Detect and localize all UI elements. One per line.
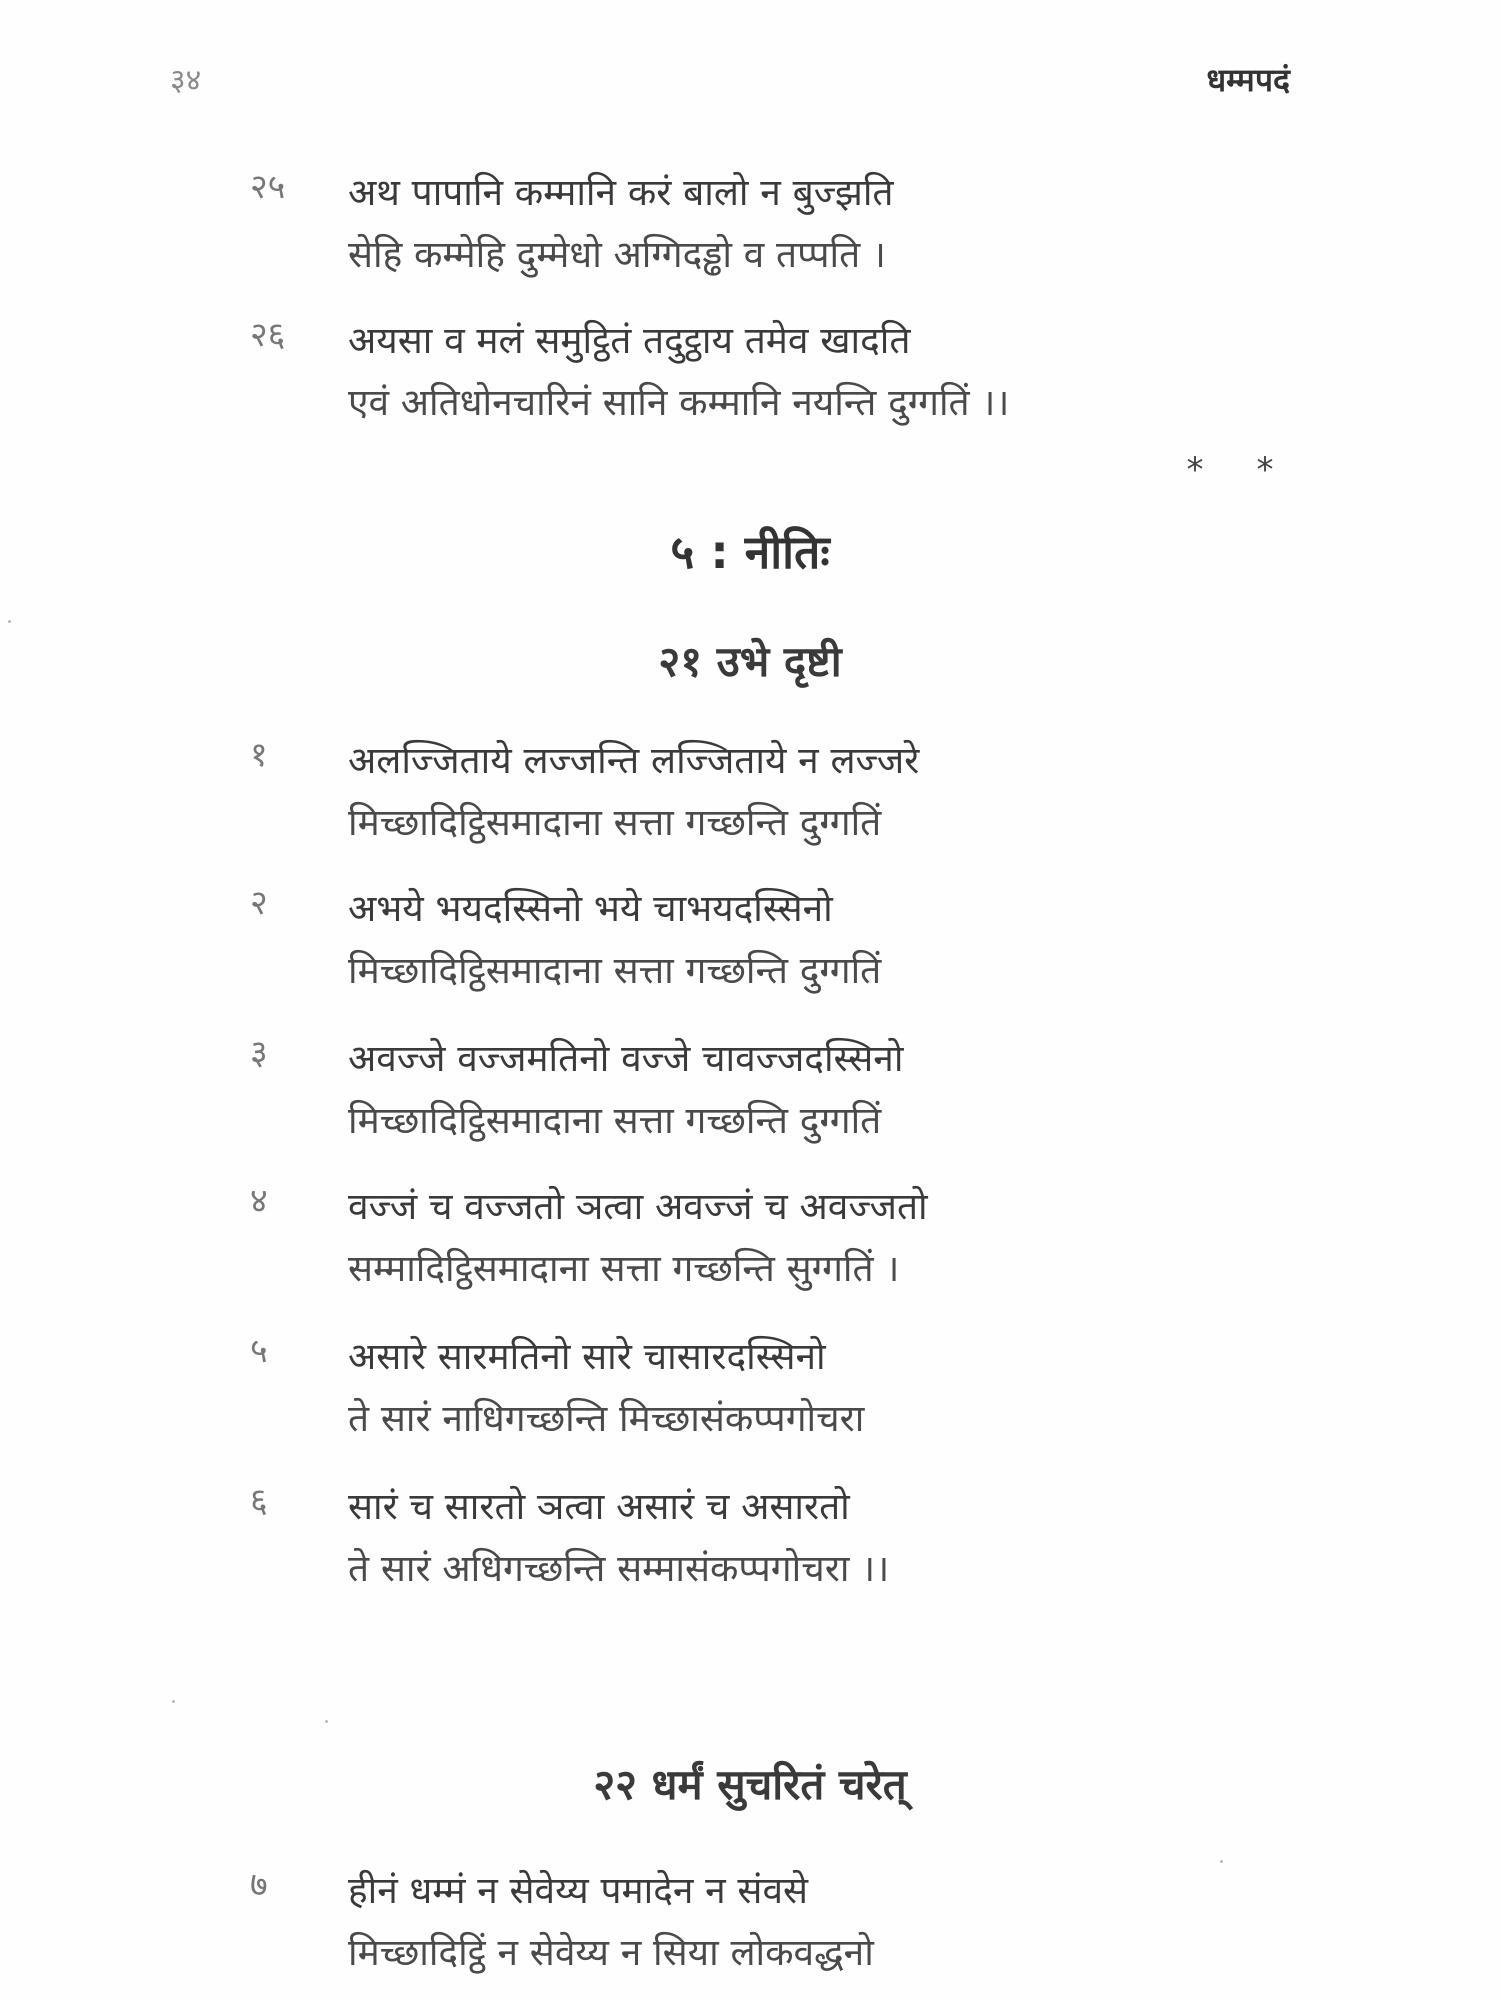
verse-line-1: अलज्जिताये लज्जन्ति लज्जिताये न लज्जरे	[348, 739, 920, 782]
book-title: धम्मपदं	[1206, 61, 1290, 99]
verse-line-2: मिच्छादिट्ठिसमादाना सत्ता गच्छन्ति दुग्गतिं	[348, 1099, 882, 1142]
verse-line-1: सारं च सारतो ञत्वा असारं च असारतो	[348, 1485, 850, 1528]
section-separator	[1160, 450, 1300, 490]
verse-line-1: असारे सारमतिनो सारे चासारदस्सिनो	[348, 1335, 826, 1378]
chapter-heading: ५ : नीतिः	[670, 525, 830, 579]
scan-speck	[8, 620, 11, 623]
verse-line-2: ते सारं नाधिगच्छन्ति मिच्छासंकप्पगोचरा	[348, 1397, 865, 1440]
verse-number: १	[250, 735, 268, 775]
verse-text	[348, 1860, 1288, 1984]
verse-line-2: मिच्छादिट्ठिसमादाना सत्ता गच्छन्ति दुग्गतिं	[348, 801, 882, 844]
verse-number: ५	[250, 1331, 268, 1371]
running-header	[170, 58, 1290, 102]
separator-star: *	[1256, 450, 1274, 490]
verse-number: ३	[250, 1033, 268, 1073]
verse-number: ६	[250, 1481, 268, 1521]
verse-number: २५	[250, 167, 286, 207]
verse-text	[348, 1326, 1288, 1450]
section-heading-22: २२ धर्मं सुचरितं चरेत्	[593, 1760, 907, 1809]
verse-text	[348, 1176, 1288, 1300]
verse-line-2: एवं अतिधोनचारिनं सानि कम्मानि नयन्ति दुग्गतिं ।।	[348, 381, 1010, 424]
verse-number: २	[250, 883, 268, 923]
verse-line-1: अभये भयदस्सिनो भये चाभयदस्सिनो	[348, 887, 833, 930]
verse-line-1: हीनं धम्मं न सेवेय्य पमादेन न संवसे	[348, 1869, 809, 1912]
verse-text	[348, 1476, 1288, 1600]
verse-number: ४	[250, 1181, 268, 1221]
verse-line-2: मिच्छादिट्ठिं न सेवेय्य न सिया लोकवद्धनो	[348, 1931, 874, 1974]
verse-number: २६	[250, 315, 286, 355]
scan-speck	[325, 1720, 328, 1723]
scan-speck	[172, 1700, 175, 1703]
verse-line-2: सम्मादिट्ठिसमादाना सत्ता गच्छन्ति सुग्गतिं ।	[348, 1247, 900, 1290]
verse-text	[348, 878, 1288, 1002]
verse-text	[348, 1028, 1288, 1152]
verse-line-2: मिच्छादिट्ठिसमादाना सत्ता गच्छन्ति दुग्गतिं	[348, 949, 882, 992]
verse-line-2: ते सारं अधिगच्छन्ति सम्मासंकप्पगोचरा ।।	[348, 1547, 890, 1590]
verse-line-1: वज्जं च वज्जतो ञत्वा अवज्जं च अवज्जतो	[348, 1185, 928, 1228]
page-number: ३४	[170, 63, 202, 98]
verse-text	[348, 310, 1288, 434]
verse-line-1: अवज्जे वज्जमतिनो वज्जे चावज्जदस्सिनो	[348, 1037, 904, 1080]
verse-text	[348, 730, 1288, 854]
verse-line-2: सेहि कम्मेहि दुम्मेधो अग्गिदड्ढो व तप्पति ।	[348, 233, 886, 276]
separator-star: *	[1186, 450, 1204, 490]
verse-number: ७	[250, 1865, 268, 1905]
verse-line-1: अथ पापानि कम्मानि करं बालो न बुज्झति	[348, 171, 894, 214]
section-heading-21: २१ उभे दृष्टी	[658, 637, 842, 686]
scan-speck	[1220, 1860, 1223, 1863]
verse-text	[348, 162, 1288, 286]
verse-line-1: अयसा व मलं समुट्ठितं तदुट्ठाय तमेव खादति	[348, 319, 911, 362]
